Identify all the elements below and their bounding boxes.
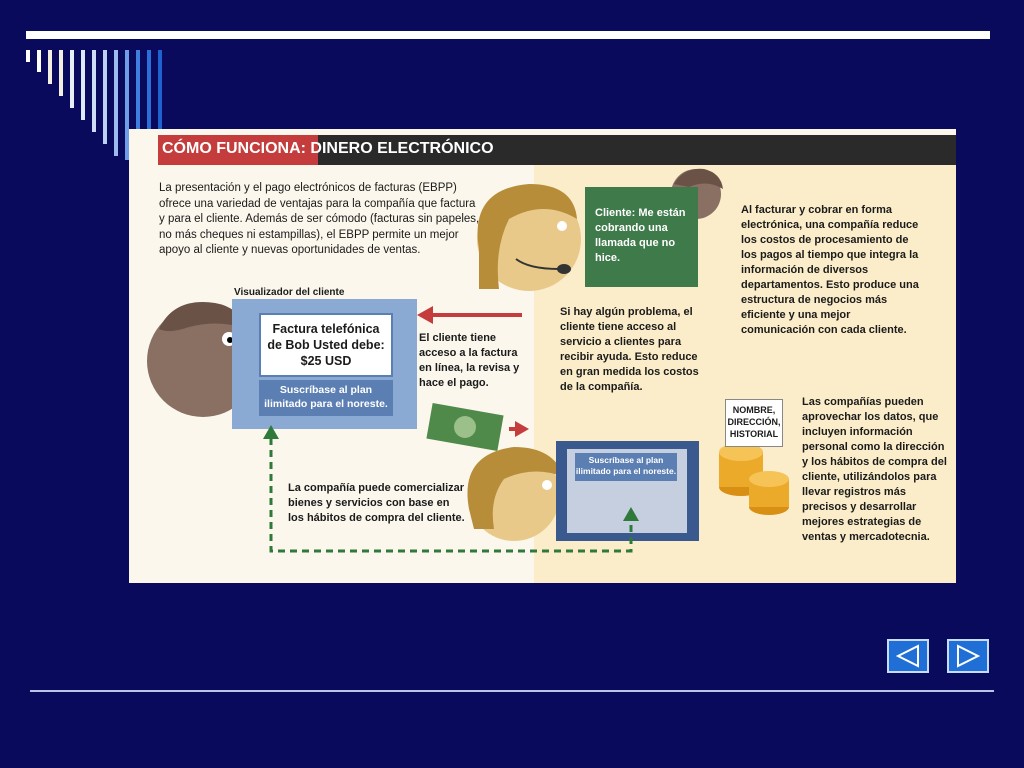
client-speech-bubble: [585, 187, 698, 287]
marketing-text: La compañía puede comercializar bienes y servicios con base en los hábitos de compra del cliente.: [288, 482, 465, 524]
subscribe-ad: [259, 380, 393, 416]
infographic-image: [129, 129, 956, 583]
support-text: Si hay algún problema, el cliente tiene acceso al servicio a clientes para recibir ayuda. Esto reduce en gran medida los costos de la compañía.: [560, 306, 699, 393]
data-text: Las compañías pueden aprovechar los datos, que incluyen información personal como la dirección y los hábitos de compra del cliente, utilizándolos para llevar registros más precisos y desarrollar mejores estrategias de ventas y mercadotecnia.: [802, 396, 947, 543]
subscribe-ad-small-text: Suscríbase al plan ilimitado para el noreste.: [575, 455, 677, 476]
invoice-text: Factura telefónica de Bob Usted debe: $25 USD: [267, 322, 385, 368]
client-access-text: El cliente tiene acceso a la factura en línea, la revisa y hace el pago.: [419, 332, 520, 389]
data-tag-text: NOMBRE, DIRECCIÓN, HISTORIAL: [727, 405, 781, 439]
client-speech-text: Cliente: Me están cobrando una llamada que no hice.: [595, 207, 686, 264]
data-tag: [725, 399, 783, 447]
infographic-title: CÓMO FUNCIONA: DINERO ELECTRÓNICO: [162, 140, 494, 157]
billing-text: Al facturar y cobrar en forma electrónica, una compañía reduce los costos de procesamiento de los pagos al tiempo que integra la información de diversos departamentos. Esto produce una estructura de negocios más eficiente y una mejor comunicación con cada cliente.: [741, 204, 919, 336]
next-slide-button[interactable]: [947, 639, 989, 673]
subscribe-ad-text: Suscríbase al plan ilimitado para el noreste.: [264, 384, 388, 410]
subscribe-ad-small: [575, 453, 677, 481]
top-rule: [26, 31, 990, 39]
viewer-label: Visualizador del cliente: [234, 287, 345, 298]
previous-slide-button[interactable]: [887, 639, 929, 673]
bottom-rule: [30, 690, 994, 692]
triangle-right-icon: [949, 641, 987, 671]
invoice-box: [259, 313, 393, 377]
triangle-left-icon: [889, 641, 927, 671]
intro-text: La presentación y el pago electrónicos de facturas (EBPP) ofrece una variedad de ventajas para la compañía que factura y para el cliente. Además de ser cómodo (facturas sin papeles, no más cheques ni estampillas), el EBPP permite un mejor apoyo al cliente y nuevas oportunidades de ventas.: [159, 182, 480, 256]
